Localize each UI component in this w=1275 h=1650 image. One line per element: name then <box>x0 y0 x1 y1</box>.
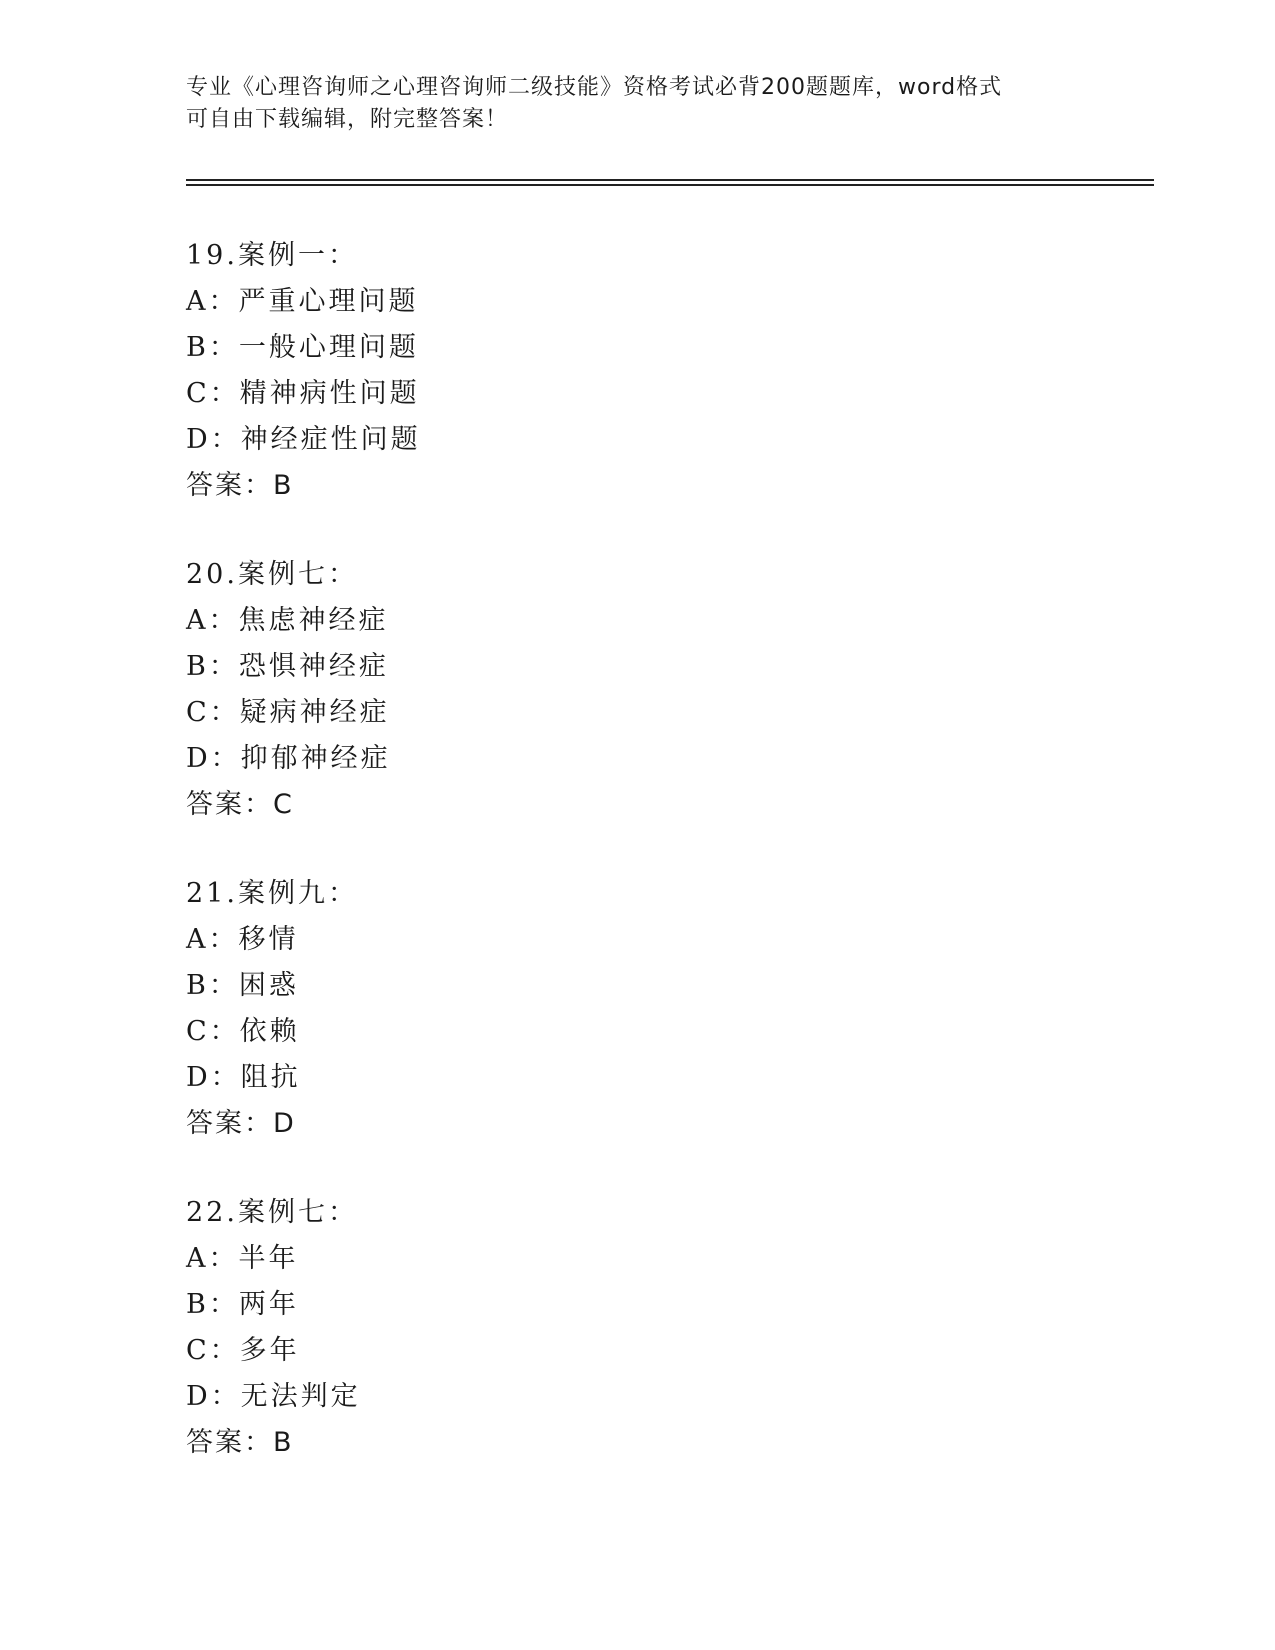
option-c: C：精神病性问题 <box>186 378 420 409</box>
option-d: D：神经症性问题 <box>186 424 421 455</box>
option-d: D：阻抗 <box>186 1062 301 1093</box>
option-a: A：半年 <box>186 1243 299 1274</box>
option-d: D：无法判定 <box>186 1381 361 1412</box>
option-c: C：疑病神经症 <box>186 697 390 728</box>
answer: 答案：B <box>186 470 294 501</box>
option-a: A：焦虑神经症 <box>186 605 389 636</box>
option-b: B：困惑 <box>186 970 299 1001</box>
answer: 答案：D <box>186 1108 296 1139</box>
option-c: C：依赖 <box>186 1016 300 1047</box>
question-19 <box>186 233 786 509</box>
question-title: 19.案例一： <box>186 240 358 271</box>
header-divider-top <box>186 179 1154 181</box>
option-b: B：恐惧神经症 <box>186 651 389 682</box>
question-22 <box>186 1190 786 1466</box>
answer: 答案：C <box>186 789 294 820</box>
option-b: B：一般心理问题 <box>186 332 419 363</box>
header-divider-bottom <box>186 184 1154 186</box>
answer: 答案：B <box>186 1427 294 1458</box>
document-header <box>186 72 1086 136</box>
option-c: C：多年 <box>186 1335 300 1366</box>
question-20 <box>186 552 786 828</box>
question-title: 22.案例七： <box>186 1197 358 1228</box>
option-d: D：抑郁神经症 <box>186 743 391 774</box>
question-title: 20.案例七： <box>186 559 358 590</box>
question-21 <box>186 871 786 1147</box>
option-b: B：两年 <box>186 1289 299 1320</box>
header-line-1: 专业《心理咨询师之心理咨询师二级技能》资格考试必背200题题库，word格式 <box>186 75 1003 100</box>
question-title: 21.案例九： <box>186 878 358 909</box>
header-line-2: 可自由下载编辑，附完整答案！ <box>186 107 509 132</box>
option-a: A：移情 <box>186 924 299 955</box>
option-a: A：严重心理问题 <box>186 286 419 317</box>
